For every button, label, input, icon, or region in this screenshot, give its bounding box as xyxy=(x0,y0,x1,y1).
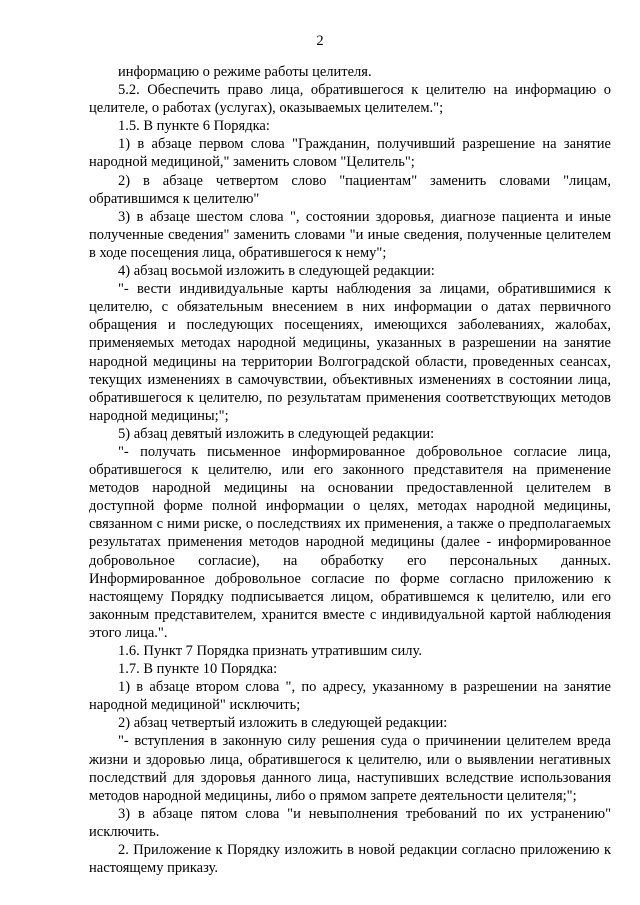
paragraph-13: 1) в абзаце втором слова ", по адресу, указанному в разрешении на занятие народной медициной" исключить; xyxy=(89,679,611,714)
paragraph-10: "- получать письменное информированное добровольное согласие лица, обратившегося к целителю, или его законного представителя на применение методов народной медицины на основании предоставленной целителем в доступной форме полной информации о целях, методах народной медицины, связанном с ними риске, о последствиях их применения, а также о предполагаемых результатах применения методов народной медицины (далее - информированное добровольное согласие), на обработку его персональных данных. Информированное добровольное согласие по форме согласно приложению к настоящему Порядку подписывается лицом, обратившемся к целителю, или его законным представителем, хранится вместе с индивидуальной картой наблюдения этого лица.". xyxy=(89,443,611,641)
paragraph-1: информацию о режиме работы целителя. xyxy=(118,64,372,80)
paragraph-11: 1.6. Пункт 7 Порядка признать утратившим силу. xyxy=(118,643,422,659)
paragraph-6: 3) в абзаце шестом слова ", состоянии здоровья, диагнозе пациента и иные полученные сведения" заменить словами "и иные сведения, полученные целителем в ходе посещения лица, обратившегося к нему"; xyxy=(89,208,611,261)
paragraph-15: "- вступления в законную силу решения суда о причинении целителем вреда жизни и здоровью лица, обратившегося к целителю, или о выявлении негативных последствий для здоровья данного лица, наступивших вследствие использования методов народной медицины, либо о прямом запрете деятельности целителя;"; xyxy=(89,733,611,804)
paragraph-2: 5.2. Обеспечить право лица, обратившегося к целителю на информацию о целителе, о работах (услугах), оказываемых целителем."; xyxy=(89,82,611,117)
paragraph-5: 2) в абзаце четвертом слово "пациентам" заменить словами "лицам, обратившимся к целителю" xyxy=(89,172,611,207)
paragraph-4: 1) в абзаце первом слова "Гражданин, получивший разрешение на занятие народной медициной," заменить словом "Целитель"; xyxy=(89,136,611,171)
paragraph-16: 3) в абзаце пятом слова "и невыполнения требований по их устранению" исключить. xyxy=(89,805,611,840)
paragraph-12: 1.7. В пункте 10 Порядка: xyxy=(118,661,278,678)
paragraph-7: 4) абзац восьмой изложить в следующей редакции: xyxy=(118,263,435,280)
page-number: 2 xyxy=(316,33,324,49)
paragraph-9: 5) абзац девятый изложить в следующей редакции: xyxy=(118,425,435,442)
document-body xyxy=(89,63,611,877)
paragraph-14: 2) абзац четвертый изложить в следующей редакции: xyxy=(118,715,448,732)
paragraph-17: 2. Приложение к Порядку изложить в новой редакции согласно приложению к настоящему приказу. xyxy=(89,842,611,877)
paragraph-3: 1.5. В пункте 6 Порядка: xyxy=(118,118,270,135)
paragraph-8: "- вести индивидуальные карты наблюдения за лицами, обратившимися к целителю, с обязательным внесением в них информации о датах первичного обращения и последующих посещениях, имеющихся заболеваниях, жалобах, применяемых методах народной медицины, указанных в разрешении на занятие народной медицины на территории Волгоградской области, проведенных сеансах, текущих изменениях в самочувствии, объективных изменениях в состоянии лица, обратившегося к целителю, по результатам применения соответствующих методов народной медицины;"; xyxy=(89,281,611,424)
